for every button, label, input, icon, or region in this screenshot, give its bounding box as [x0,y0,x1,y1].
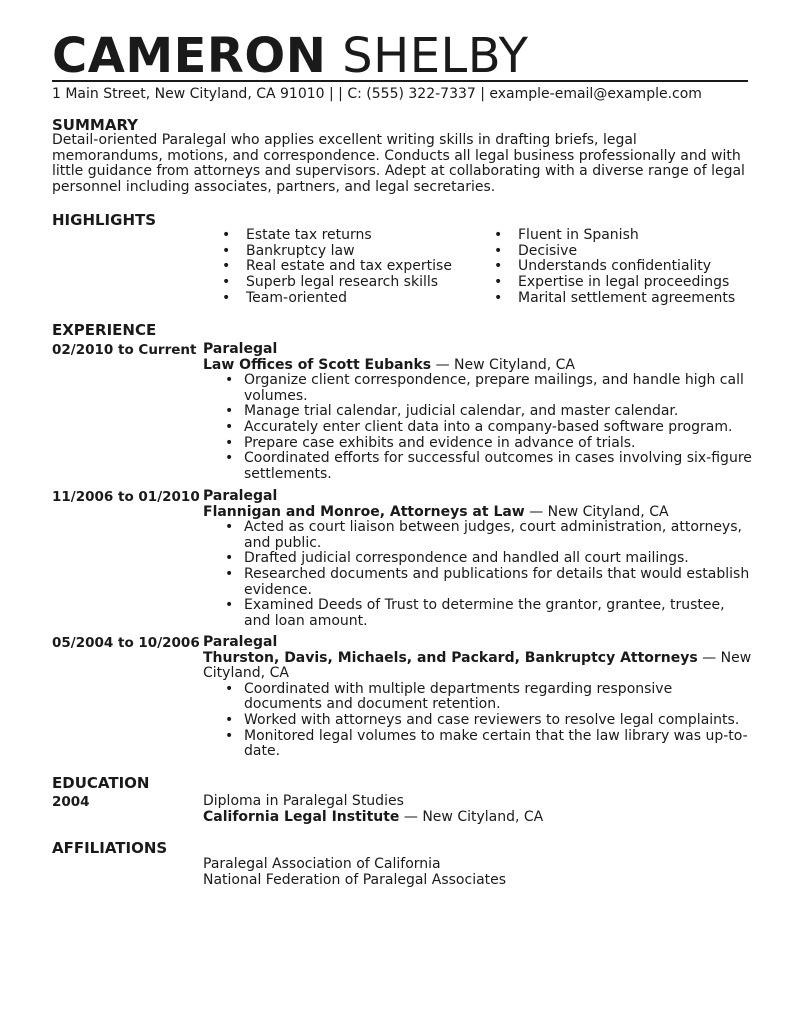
list-item: • Team-oriented [220,291,452,307]
list-item: • Superb legal research skills [220,275,452,291]
list-item: • Organize client correspondence, prepare mailings, and handle high call volumes. [203,373,753,404]
job-title: Paralegal [203,488,278,504]
list-item: • Bankruptcy law [220,244,452,260]
list-item: • Decisive [492,244,735,260]
employer-line [203,358,753,374]
employer-line [203,505,753,521]
job-entry [203,635,753,760]
job-dates: 11/2006 to 01/2010 [52,489,200,505]
list-item: • Researched documents and publications for details that would establish evidence. [203,567,753,598]
summary-heading: SUMMARY [52,116,139,134]
job-bullets [203,520,753,629]
list-item: National Federation of Paralegal Associates [203,872,507,888]
list-item: • Coordinated with multiple departments regarding responsive documents and document retention. [203,682,753,713]
experience-heading: EXPERIENCE [52,321,157,339]
list-item: • Marital settlement agreements [492,291,735,307]
affiliations-heading: AFFILIATIONS [52,839,168,857]
employer-line [203,651,753,682]
job-bullets [203,682,753,760]
list-item: • Examined Deeds of Trust to determine the grantor, grantee, trustee, and loan amount. [203,598,753,629]
highlights-left-list [220,228,452,307]
candidate-name [52,28,528,84]
job-bullets [203,373,753,482]
job-dates: 05/2004 to 10/2006 [52,635,200,651]
school-line [203,809,543,825]
list-item: • Understands confidentiality [492,259,735,275]
list-item: • Accurately enter client data into a company-based software program. [203,420,753,436]
list-item: • Drafted judicial correspondence and handled all court mailings. [203,551,753,567]
contact-line: 1 Main Street, New Cityland, CA 91010 | | C: (555) 322-7337 | example-email@example.com [52,86,702,102]
last-name: SHELBY [342,28,529,84]
job-entry [203,489,753,629]
list-item: • Coordinated efforts for successful outcomes in cases involving six-figure settlements. [203,451,753,482]
list-item: • Worked with attorneys and case reviewers to resolve legal complaints. [203,713,753,729]
education-year: 2004 [52,794,90,810]
education-entry [203,793,543,825]
job-title: Paralegal [203,341,278,357]
employer-name: Law Offices of Scott Eubanks [203,356,432,373]
list-item: • Expertise in legal proceedings [492,275,735,291]
highlights-right-list [492,228,735,307]
employer-name: Flannigan and Monroe, Attorneys at Law [203,503,525,520]
first-name: CAMERON [52,28,327,84]
employer-name: Thurston, Davis, Michaels, and Packard, Bankruptcy Attorneys [203,649,698,666]
list-item: Paralegal Association of California [203,856,441,872]
highlights-heading: HIGHLIGHTS [52,211,157,229]
job-entry [203,342,753,482]
school-location: — New Cityland, CA [399,809,544,825]
summary-text: Detail-oriented Paralegal who applies excellent writing skills in drafting briefs, legal memorandums, motions, and correspondence. Conducts all legal business professionally and with little guidance from attorneys and supervisors. Adept at collaborating with a diverse range of legal personnel including associates, partners, and legal secretaries. [52,132,745,196]
list-item: • Estate tax returns [220,228,452,244]
employer-location: — New Cityland, CA [524,503,669,520]
list-item: • Acted as court liaison between judges, court administration, attorneys, and public. [203,520,753,551]
education-heading: EDUCATION [52,774,150,792]
list-item: • Monitored legal volumes to make certain that the law library was up-to-date. [203,729,753,760]
job-dates: 02/2010 to Current [52,342,197,358]
list-item: • Prepare case exhibits and evidence in advance of trials. [203,436,753,452]
employer-location: — New Cityland, CA [431,356,575,373]
header-divider [52,80,748,82]
employer-location: — New Cityland, CA [203,649,752,682]
degree-name: Diploma in Paralegal Studies [203,793,404,809]
list-item: • Real estate and tax expertise [220,259,452,275]
school-name: California Legal Institute [203,809,400,825]
list-item: • Fluent in Spanish [492,228,735,244]
list-item: • Manage trial calendar, judicial calendar, and master calendar. [203,404,753,420]
affiliations-list [203,856,506,888]
job-title: Paralegal [203,634,278,650]
